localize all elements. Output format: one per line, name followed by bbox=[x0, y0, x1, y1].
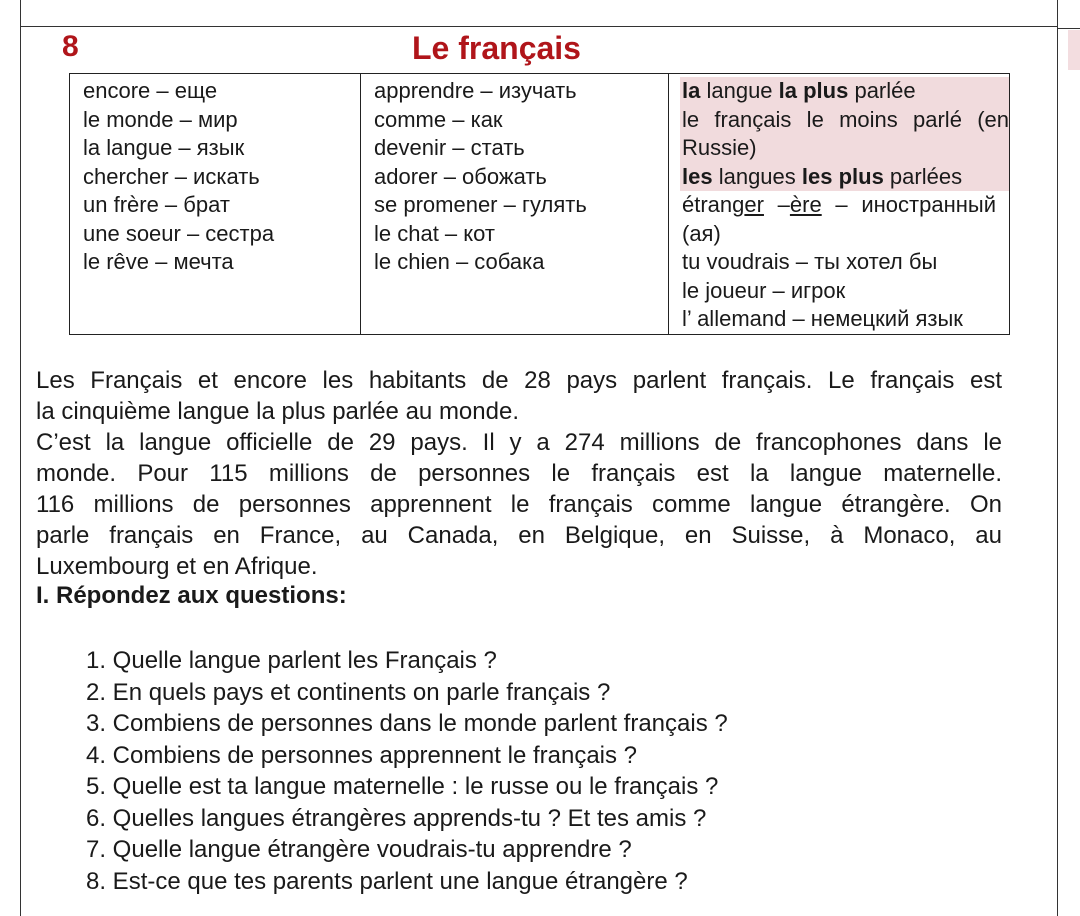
lesson-title: Le français bbox=[412, 30, 581, 66]
vocab-grammar-highlight: la langue la plus parlée bbox=[680, 77, 1009, 106]
question-list bbox=[86, 645, 728, 897]
question-item: 6. Quelles langues étrangères apprends-tu ? Et tes amis ? bbox=[86, 804, 707, 832]
vocab-item: le chien – собака bbox=[374, 249, 545, 274]
text-line: parle français en France, au Canada, en Belgique, en Suisse, à Monaco, au bbox=[36, 522, 1002, 549]
side-tab bbox=[1068, 30, 1080, 70]
text-line: Les Français et encore les habitants de 28 pays parlent français. Le français est bbox=[36, 367, 1002, 394]
vocab-item: la langue – язык bbox=[83, 135, 245, 160]
page-border-right bbox=[1057, 0, 1058, 916]
vocab-item: le joueur – игрок bbox=[682, 277, 846, 303]
vocab-item: l’ allemand – немецкий язык bbox=[682, 306, 963, 331]
vocab-item: une soeur – сестра bbox=[83, 220, 275, 246]
vocab-item: comme – как bbox=[374, 106, 503, 132]
vocab-column-2 bbox=[361, 74, 669, 335]
vocab-item: le rêve – мечта bbox=[83, 249, 234, 274]
vocab-item: adorer – обожать bbox=[374, 163, 547, 189]
vocab-grammar-highlight: le français le moins parlé (en bbox=[680, 106, 1009, 135]
question-item: 2. En quels pays et continents on parle français ? bbox=[86, 678, 611, 706]
vocab-item: devenir – стать bbox=[374, 135, 525, 160]
vocab-item: se promener – гулять bbox=[374, 192, 587, 217]
question-item: 7. Quelle langue étrangère voudrais-tu apprendre ? bbox=[86, 836, 632, 863]
section-heading: I. Répondez aux questions: bbox=[36, 582, 347, 609]
lesson-number: 8 bbox=[62, 30, 79, 63]
vocab-item: un frère – брат bbox=[83, 192, 230, 217]
vocab-item: tu voudrais – ты хотел бы bbox=[682, 249, 938, 274]
vocab-item: encore – еще bbox=[83, 78, 218, 103]
page-border-top-ext bbox=[1057, 28, 1080, 29]
text-line: 116 millions de personnes apprennent le français comme langue étrangère. On bbox=[36, 491, 1002, 518]
vocab-item: étranger –ère – иностранный bbox=[682, 192, 996, 217]
vocab-column-1 bbox=[70, 74, 361, 335]
question-item: 5. Quelle est ta langue maternelle : le russe ou le français ? bbox=[86, 773, 719, 800]
question-item: 1. Quelle langue parlent les Français ? bbox=[86, 647, 497, 674]
question-item: 8. Est-ce que tes parents parlent une langue étrangère ? bbox=[86, 867, 688, 895]
text-line: Luxembourg et en Afrique. bbox=[36, 553, 318, 580]
text-line: C’est la langue officielle de 29 pays. Il y a 274 millions de francophones dans le bbox=[36, 429, 1002, 456]
reading-paragraph-2 bbox=[36, 427, 1002, 582]
question-item: 4. Combiens de personnes apprennent le français ? bbox=[86, 741, 638, 769]
page-border-left bbox=[20, 0, 21, 916]
question-item: 3. Combiens de personnes dans le monde parlent français ? bbox=[86, 710, 728, 737]
reading-paragraph-1 bbox=[36, 365, 1002, 427]
vocab-column-3 bbox=[669, 74, 1010, 335]
vocab-item: le monde – мир bbox=[83, 106, 238, 132]
page-border-top bbox=[20, 26, 1057, 27]
vocab-grammar-highlight: Russie) bbox=[680, 134, 1009, 163]
vocab-item: apprendre – изучать bbox=[374, 78, 577, 103]
vocab-item: (ая) bbox=[682, 220, 721, 246]
vocabulary-table bbox=[69, 73, 1010, 335]
vocab-item: chercher – искать bbox=[83, 163, 260, 189]
text-line: monde. Pour 115 millions de personnes le français est la langue maternelle. bbox=[36, 460, 1002, 487]
vocab-item: le chat – кот bbox=[374, 220, 495, 246]
text-line: la cinquième langue la plus parlée au monde. bbox=[36, 398, 519, 425]
vocab-grammar-highlight: les langues les plus parlées bbox=[680, 163, 1009, 192]
